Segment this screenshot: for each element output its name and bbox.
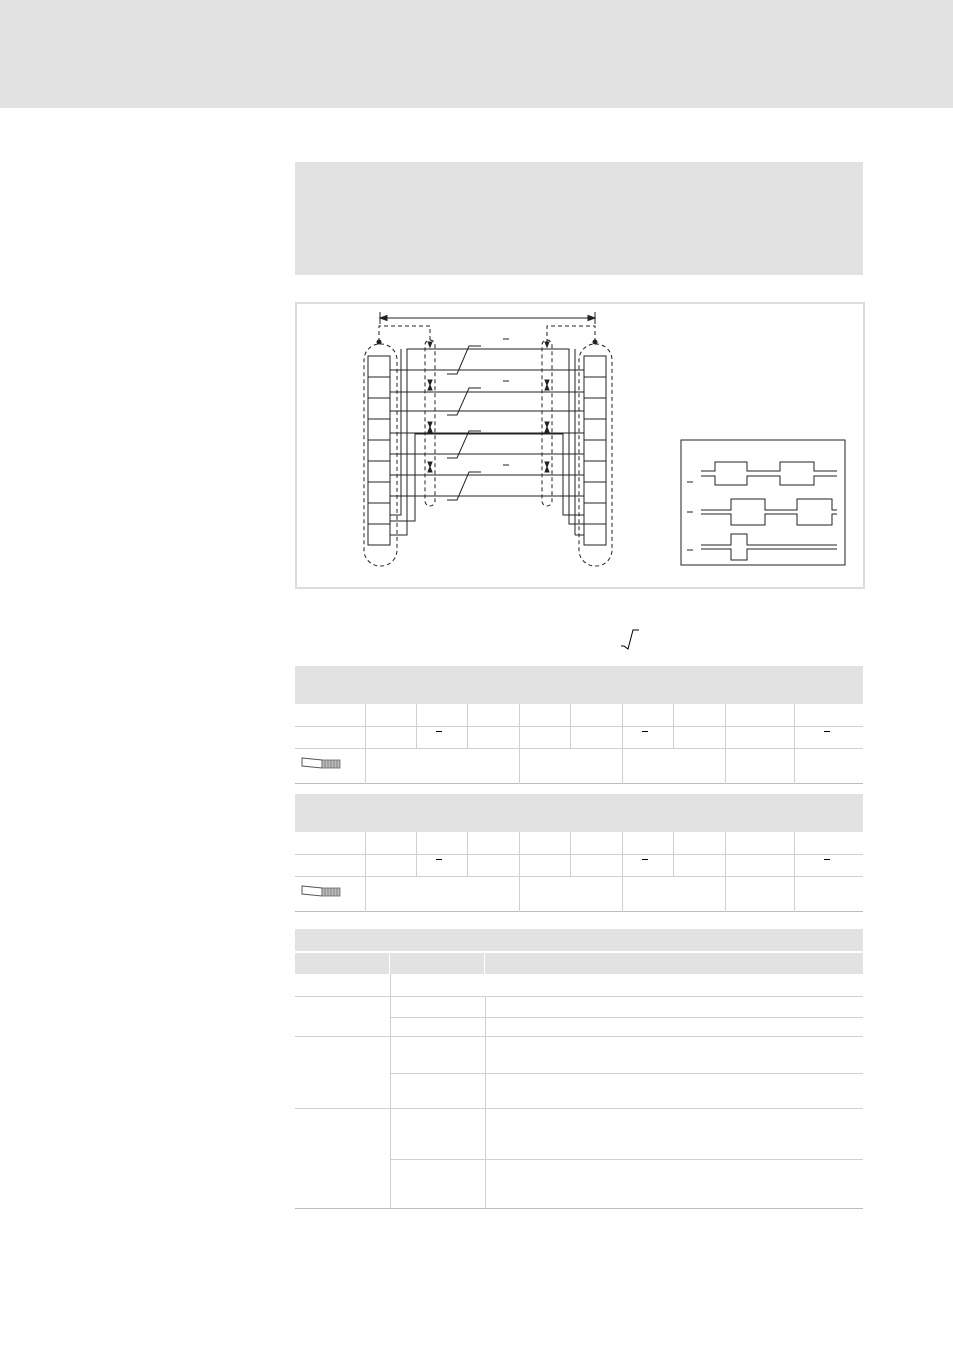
- signal-table-header: [295, 953, 863, 974]
- page-header-band: [0, 0, 953, 108]
- square-root-icon: [620, 628, 640, 650]
- cable-end-icon: [300, 882, 342, 900]
- timing-inset: [681, 440, 845, 565]
- table2-header: [295, 794, 863, 832]
- signal-table-title: [295, 929, 863, 951]
- wiring-diagram: [297, 304, 863, 587]
- note-box: [295, 162, 863, 275]
- cable-end-icon: [300, 754, 342, 772]
- right-terminal-block: [584, 356, 606, 545]
- table1-header: [295, 666, 863, 704]
- table1-grid: [295, 704, 863, 784]
- wiring-diagram-figure: [295, 302, 865, 589]
- left-terminal-block: [368, 356, 390, 545]
- table2-grid: [295, 832, 863, 912]
